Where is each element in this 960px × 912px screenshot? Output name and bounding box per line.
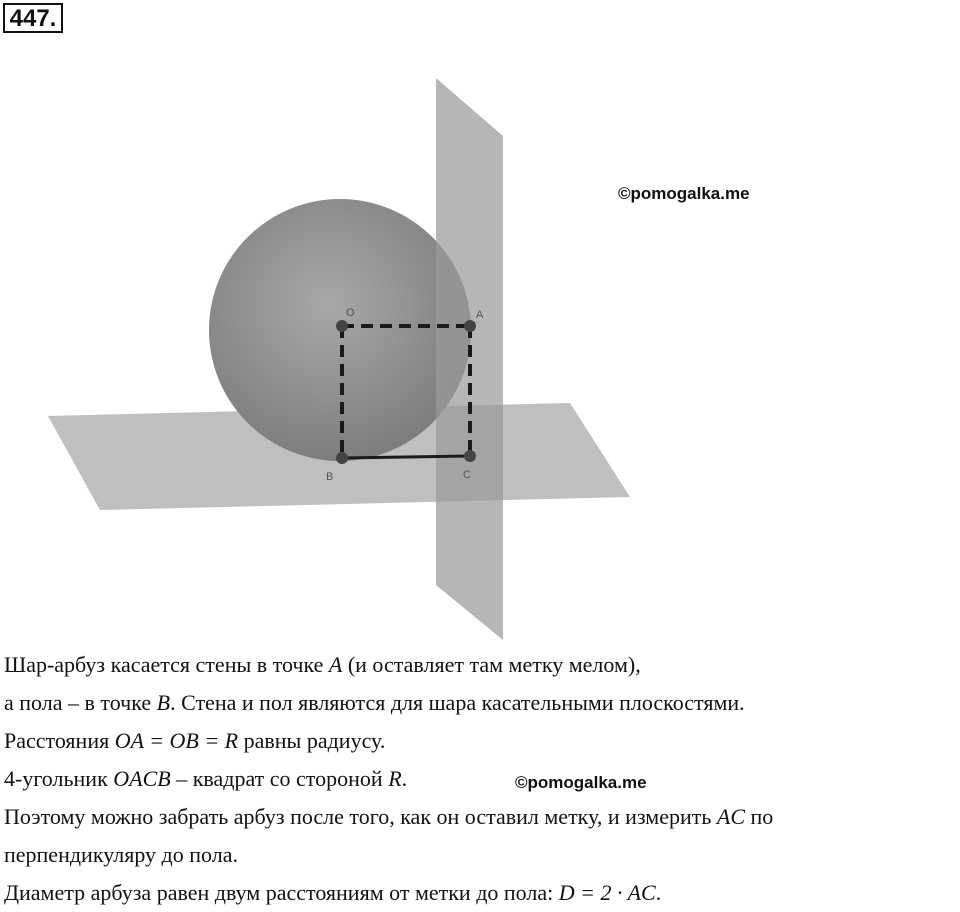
solution-line (4, 684, 960, 722)
point-b (336, 452, 348, 464)
text-fragment: (и оставляет там метку мелом), (342, 652, 641, 677)
text-fragment: 4-угольник (4, 766, 114, 791)
text-fragment: Расстояния (4, 728, 115, 753)
math-expression: R (388, 766, 402, 791)
text-fragment: а пола – в точке (4, 690, 157, 715)
math-expression: AC (716, 804, 746, 829)
text-fragment: . (401, 766, 408, 791)
figure-sphere-planes (0, 60, 960, 645)
edge-bc (342, 456, 470, 458)
text-fragment: Диаметр арбуза равен двум расстояниям от метки до пола: (4, 880, 559, 905)
math-expression: A (328, 652, 343, 677)
text-fragment: . Стена и пол являются для шара касательными плоскостями. (170, 690, 745, 715)
watermark-top: ©pomogalka.me (618, 184, 750, 203)
label-a: A (476, 309, 484, 321)
point-a (464, 320, 476, 332)
solution-text (4, 646, 960, 912)
watermark-bottom: ©pomogalka.me (515, 773, 647, 792)
wall-plane (436, 78, 503, 640)
problem-number: 447. (3, 3, 63, 33)
text-fragment: равны радиусу. (238, 728, 386, 753)
text-fragment: Шар-арбуз касается стены в точке (4, 652, 329, 677)
solution-line (4, 760, 960, 798)
text-fragment: перпендикуляру до пола. (4, 842, 238, 867)
point-c (464, 450, 476, 462)
math-expression: B (156, 690, 171, 715)
math-expression: OA = OB = R (114, 728, 239, 753)
text-fragment: по (745, 804, 774, 829)
label-o: O (346, 307, 355, 319)
text-fragment: . (655, 880, 662, 905)
solution-line (4, 646, 960, 684)
math-expression: OACB (113, 766, 171, 791)
text-fragment: Поэтому можно забрать арбуз после того, как он оставил метку, и измерить (4, 804, 717, 829)
solution-line (4, 722, 960, 760)
text-fragment: – квадрат со стороной (170, 766, 389, 791)
solution-line (4, 836, 960, 874)
solution-line (4, 874, 960, 912)
label-b: B (326, 471, 334, 483)
label-c: C (463, 469, 471, 481)
solution-line (4, 798, 960, 836)
math-expression: D = 2 · AC (558, 880, 656, 905)
point-o (336, 320, 348, 332)
